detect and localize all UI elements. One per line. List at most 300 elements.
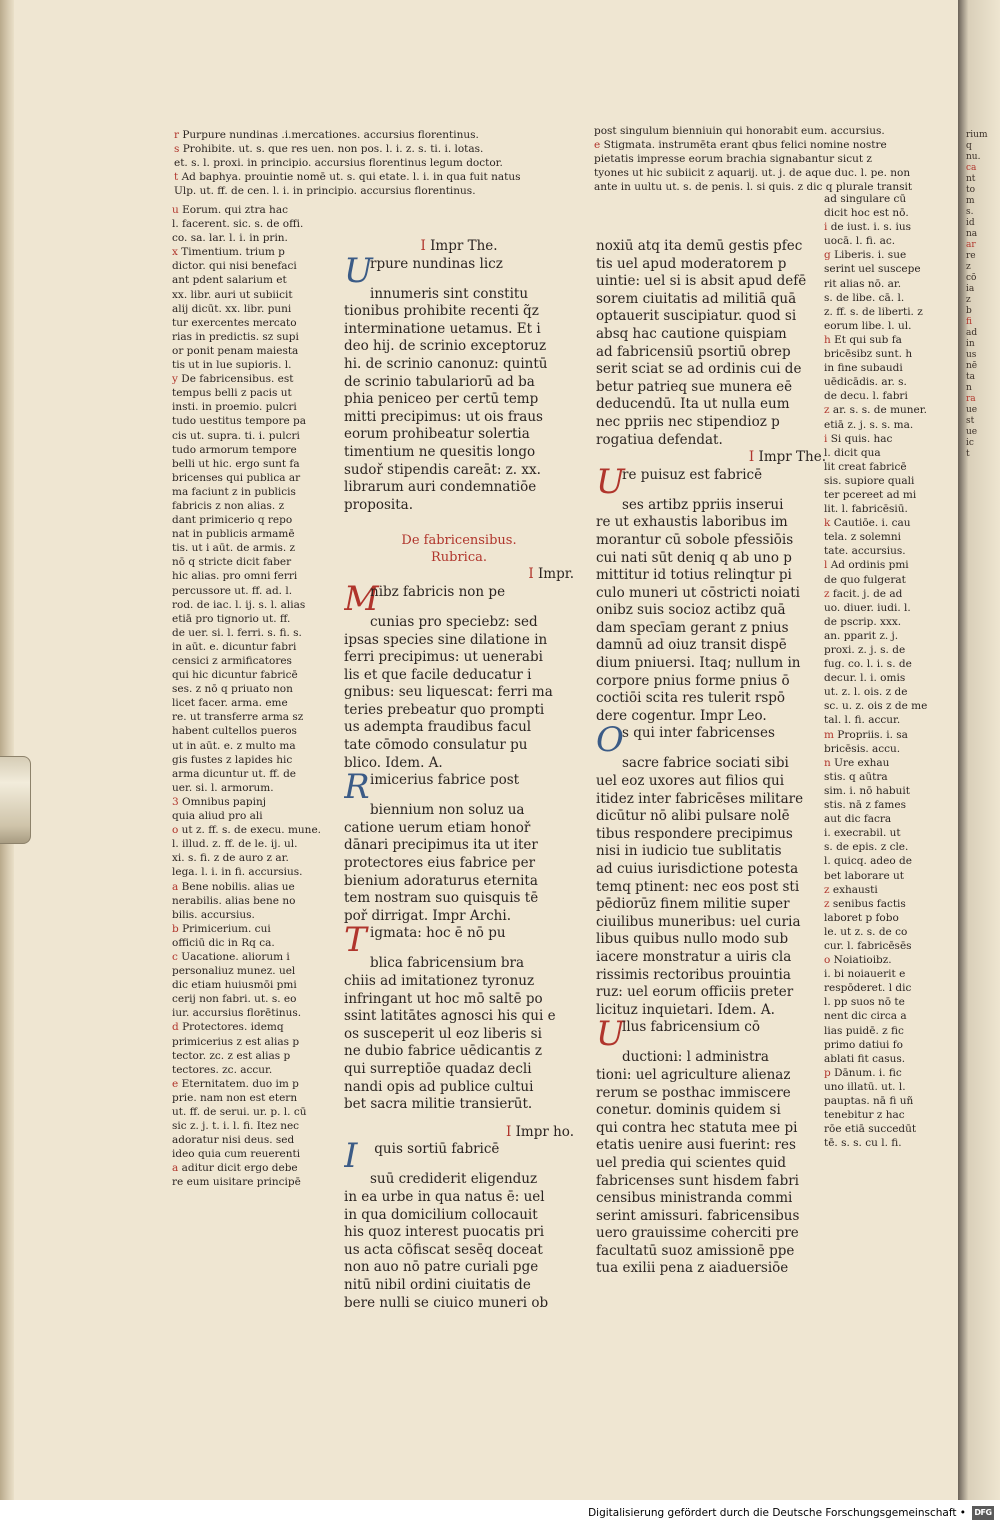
paragraph-si-quis — [344, 1141, 574, 1312]
gloss-line: s. de epis. z cle. — [824, 841, 909, 854]
gloss-line: ant pdent salarium et — [172, 274, 287, 287]
gloss-marker: k — [824, 517, 834, 530]
main-text-line: ipsas species sine dilatione in — [344, 631, 548, 648]
main-text-line: bere nulli se ciuico muneri ob — [344, 1294, 549, 1311]
gloss-line: tal. l. fi. accur. — [824, 714, 901, 727]
gloss-line: ad singulare cū — [824, 193, 907, 205]
gloss-line: ut. z. l. ois. z de — [824, 686, 908, 699]
gloss-line — [172, 922, 332, 936]
gloss-text: Uacatione. aliorum i — [181, 950, 290, 963]
gloss-line: bricenses qui publica ar — [172, 471, 301, 484]
gloss-text: Protectores. idemq — [182, 1021, 284, 1034]
main-text-line — [596, 1019, 826, 1049]
main-text-line: uel predia qui scientes quid — [596, 1154, 787, 1171]
adjacent-page-fragment: to — [966, 185, 976, 195]
adjacent-page-fragment: ad — [966, 328, 978, 338]
gloss-text: Dānum. i. fic — [834, 1066, 902, 1079]
gloss-marker: s — [174, 143, 183, 155]
gloss-marker: z — [824, 883, 833, 896]
gloss-line: in fine subaudi — [824, 362, 903, 375]
adjacent-page-fragment: s. — [966, 207, 974, 217]
gloss-line — [824, 432, 954, 446]
gloss-marker: i — [824, 432, 831, 445]
gloss-text: Ad baphya. prouintie nomē ut. s. qui etate. l. i. in qua fuit natus — [181, 171, 521, 183]
main-text-line: dere cogentur. Impr Leo. — [596, 707, 767, 724]
main-text-line: us adempta fraudibus facul — [344, 719, 532, 736]
gloss-line: tectores. zc. accur. — [172, 1063, 273, 1076]
gloss-line: eorum libe. l. ul. — [824, 319, 912, 332]
gloss-line: an. pparit z. j. — [824, 629, 899, 642]
gloss-line: l. quicq. adeo de — [824, 855, 912, 868]
gloss-marker: e — [594, 139, 604, 151]
main-text-line: ad fabricensiū psortiū obrep — [596, 343, 791, 360]
gloss-line: ut in aūt. e. z multo ma — [172, 739, 296, 752]
gloss-line: ses. z nō q priuato non — [172, 683, 293, 696]
header-gloss-line — [594, 138, 944, 152]
heading-label — [344, 566, 574, 584]
gloss-line: primicerius z est alias p — [172, 1035, 300, 1048]
main-text-line: librarum auri condemnatiōe — [344, 479, 537, 496]
gloss-line: bricēsibz sunt. h — [824, 348, 913, 361]
gloss-line: s. de libe. cā. l. — [824, 291, 905, 304]
heading-label — [596, 449, 826, 467]
gloss-line: co. sa. lar. l. i. in prin. — [172, 232, 288, 245]
gloss-line — [172, 1161, 332, 1175]
main-text-line: infringant ut hoc mō saltē po — [344, 990, 543, 1007]
gloss-column-left — [172, 203, 332, 1190]
gloss-line: rit alias nō. ar. — [824, 277, 902, 290]
main-text-line: bienium adoraturus eternita — [344, 872, 538, 889]
label-text: Impr The. — [758, 449, 826, 466]
initial-line-rest: re puisuz est fabricē — [622, 466, 763, 483]
gloss-line — [824, 897, 954, 911]
gloss-line: arma dicuntur ut. ff. de — [172, 767, 297, 780]
adjacent-page-fragment: ca — [966, 163, 977, 173]
gloss-line: stis. q aūtra — [824, 770, 888, 783]
decorated-initial: I — [344, 1141, 358, 1172]
main-text-line: etatis uenire ausi fuerint: res — [596, 1137, 796, 1154]
heading-label — [344, 238, 574, 256]
adjacent-page-fragment: t — [966, 449, 970, 459]
gloss-line: bet laborare ut — [824, 869, 904, 882]
gloss-text: Si quis. hac — [830, 432, 893, 445]
main-text-line: de scrinio tabulariorū ad ba — [344, 373, 535, 390]
gloss-line: cur. l. fabricēsēs — [824, 939, 912, 952]
decorated-initial: U — [344, 255, 373, 286]
gloss-line: ma faciunt z in publicis — [172, 485, 296, 498]
gloss-marker: u — [172, 204, 183, 216]
main-text-line: ferri precipimus: ut uenerabi — [344, 649, 543, 666]
main-text-line: catione uerum etiam honoř — [344, 819, 531, 836]
main-text-line: sudoř stipendis careāt: z. xx. — [344, 461, 541, 478]
gloss-line: laboret p fobo — [824, 911, 899, 924]
gloss-line: decur. l. i. omis — [824, 672, 906, 685]
main-text-line: pēdiorūz finem militie super — [596, 896, 790, 913]
gloss-line: respōderet. l dic — [824, 982, 912, 995]
gloss-line: cerij non fabri. ut. s. eo — [172, 993, 297, 1006]
gloss-marker: o — [824, 954, 834, 967]
main-text-line: tis uel apud moderatorem p — [596, 255, 787, 272]
decorated-initial: M — [344, 583, 379, 614]
main-text-line: tem nostram suo quisquis tē — [344, 890, 539, 907]
adjacent-page-edge — [958, 0, 1000, 1500]
gloss-line — [824, 587, 954, 601]
gloss-text: Stigmata. instrumēta erant qbus felici nomine nostre — [603, 139, 887, 151]
main-text-line: libus quibus nullo modo sub — [596, 931, 789, 948]
gloss-text: senibus factis — [832, 897, 906, 910]
gloss-text: Purpure nundinas .i.mercationes. accursius florentinus. — [182, 129, 479, 141]
main-text-line: licituz inquietari. Idem. A. — [596, 1001, 775, 1018]
main-text-column-2 — [596, 238, 826, 1278]
gloss-line: l. dicit qua — [824, 446, 881, 459]
gloss-line: alij dicūt. xx. libr. puni — [172, 302, 292, 315]
gloss-line: tudo armorum tempore — [172, 443, 297, 456]
header-gloss-line — [174, 170, 566, 184]
gloss-line: censici z armificatores — [172, 655, 292, 667]
gloss-line: nerabilis. alias bene no — [172, 894, 296, 907]
gloss-line: tate. accursius. — [824, 545, 906, 558]
gloss-marker: o — [172, 824, 182, 837]
initial-line-rest: igmata: hoc ē nō pu — [370, 925, 506, 942]
gloss-line — [172, 795, 332, 809]
main-text-line: qui surreptiōe quadaz decli — [344, 1060, 532, 1077]
gloss-line: rias in predictis. sz supi — [172, 330, 299, 343]
gloss-line: primo datiui fo — [824, 1038, 903, 1051]
initial-line-rest: llus fabricensium cō — [622, 1019, 760, 1036]
gloss-line: uocā. l. fi. ac. — [824, 235, 896, 248]
spacer — [344, 1114, 574, 1124]
main-text-line: phia peniceo per certū temp — [344, 391, 539, 408]
gloss-line: tudo uestitus tempore pa — [172, 415, 306, 428]
gloss-line: bricēsis. accu. — [824, 742, 901, 755]
adjacent-page-fragment: q — [966, 141, 972, 151]
main-text-line: uero grauissime coherciti pre — [596, 1225, 799, 1242]
gloss-marker: e — [172, 1077, 182, 1090]
header-gloss-line: ante in uultu ut. s. de penis. l. si quis. z dic q plurale transit — [594, 181, 913, 193]
header-gloss-line: et. s. l. proxi. in principio. accursius florentinus legum doctor. — [174, 157, 503, 169]
gloss-line: belli ut hic. ergo sunt fa — [172, 457, 300, 470]
gloss-line — [824, 220, 954, 234]
adjacent-page-fragment: rium — [966, 130, 988, 140]
adjacent-page-fragment: n — [966, 383, 972, 393]
header-gloss-line: Ulp. ut. ff. de cen. l. i. in principio. accursius florentinus. — [174, 185, 476, 197]
gloss-marker: n — [824, 756, 835, 769]
gloss-marker: m — [824, 728, 838, 741]
gloss-marker: i — [824, 221, 831, 234]
gloss-line: tis ut in lue supioris. l. — [172, 359, 292, 372]
adjacent-page-fragment: re — [966, 251, 976, 261]
gloss-line: uēdicādis. ar. s. — [824, 376, 907, 389]
gloss-line — [824, 883, 954, 897]
adjacent-page-fragment: ic — [966, 438, 974, 448]
main-text-line: interminatione uetamus. Et i — [344, 320, 541, 337]
gloss-line: licet facer. arma. eme — [172, 697, 288, 710]
gloss-line: adoratur nisi deus. sed — [172, 1134, 295, 1147]
gloss-text: Timentium. trium p — [181, 246, 285, 259]
decorated-initial: U — [596, 466, 625, 497]
header-gloss-line: tyones ut hic subiicit z aquarij. ut. j. de aque duc. l. pe. non — [594, 167, 911, 179]
main-text-line: nec ppriis nec stipendioz p — [596, 413, 780, 430]
main-text-line: in qua domicilium collocauit — [344, 1206, 538, 1223]
gloss-line: qui hic dicuntur fabricē — [172, 669, 298, 682]
gloss-marker: r — [174, 129, 183, 141]
paragraph-nullus — [596, 1019, 826, 1278]
header-gloss-line: pietatis impresse eorum brachia signabantur sicut z — [594, 153, 872, 165]
main-text-line — [596, 467, 826, 497]
main-text-line: tionibus prohibite recenti q̃z — [344, 303, 539, 320]
main-text-line: rissimis rectoribus prouintia — [596, 966, 791, 983]
adjacent-page-fragment: in — [966, 339, 975, 349]
gloss-line: sc. u. z. ois z de me — [824, 700, 928, 713]
main-text-line: dānari precipimus ita ut iter — [344, 837, 538, 854]
adjacent-page-fragment: st — [966, 416, 975, 426]
book-clasp — [0, 756, 31, 844]
gloss-text: Eternitatem. duo im p — [181, 1077, 299, 1090]
gloss-line: fabricis z non alias. z — [172, 499, 285, 512]
header-gloss-left — [174, 128, 566, 198]
gloss-marker: z — [824, 897, 833, 910]
rubric-title: De fabricensibus. — [401, 533, 517, 549]
main-text-line: innumeris sint constitu — [370, 285, 529, 302]
gloss-line — [172, 1020, 332, 1034]
main-text-line: uel eoz uxores aut filios qui — [596, 773, 785, 790]
main-text-line: dium pniuersi. Itaq; nullum in — [596, 655, 801, 672]
gloss-text: de iust. i. s. ius — [830, 221, 911, 234]
main-text-line: absq hac cautione quispiam — [596, 325, 787, 342]
main-text-line: cui nati sūt deniq q ab uno p — [596, 549, 792, 566]
gloss-line: tur exercentes mercato — [172, 316, 297, 329]
gloss-line: percussore ut. ff. ad. l. — [172, 584, 293, 597]
main-text-line: dam specīam gerant z pnius — [596, 619, 789, 636]
gloss-line: etiā z. j. s. s. ma. — [824, 418, 914, 431]
label-text: Impr. — [537, 566, 574, 583]
gloss-line: gis fustes z lapides hic — [172, 753, 293, 766]
main-text-line: re ut exhaustis laboribus im — [596, 514, 788, 531]
main-text-line: tibus respondere precipimus — [596, 825, 793, 842]
paragraph-omnibus — [344, 584, 574, 772]
gloss-line: ideo quia cum reuerenti — [172, 1148, 301, 1161]
gloss-line: ut. ff. de serui. ur. p. l. cū — [172, 1106, 307, 1118]
gloss-line: nō q stricte dicit faber — [172, 556, 292, 569]
paragraph-stigmata — [344, 925, 574, 1113]
gloss-line: uno illatū. ut. l. — [824, 1080, 906, 1093]
gloss-line: sis. supiore quali — [824, 474, 915, 487]
adjacent-page-fragment: z — [966, 295, 971, 305]
gloss-line: le. ut z. s. de co — [824, 925, 908, 938]
gloss-line: l. pp suos nō te — [824, 996, 905, 1009]
gloss-line: cis ut. supra. ti. i. pulcri — [172, 429, 300, 442]
gloss-marker: a — [172, 1162, 182, 1175]
adjacent-page-fragment: nē — [966, 361, 978, 371]
main-text-line: timentium ne quesitis longo — [344, 443, 536, 460]
gloss-marker: b — [172, 922, 183, 935]
main-text-line: blico. Idem. A. — [344, 754, 443, 771]
gloss-line: iur. accursius florētinus. — [172, 1007, 302, 1020]
gloss-line — [824, 953, 954, 967]
gloss-text: Primicerium. cui — [182, 922, 271, 935]
gloss-line: officiū dic in Rq ca. — [172, 936, 275, 949]
label-text: Impr The. — [430, 238, 498, 254]
gloss-line — [824, 403, 954, 417]
main-text-line: betur patrieq sue munera eē — [596, 378, 793, 395]
main-text-line: noxiū atq ita demū gestis pfec — [596, 238, 803, 254]
adjacent-page-fragment: b — [966, 306, 972, 316]
header-gloss-right — [594, 124, 944, 194]
main-text-line: coctiōi scita res tulerit rspō — [596, 690, 786, 707]
main-text-line: sorem ciuitatis ad militiā quā — [596, 290, 797, 307]
gloss-marker: c — [172, 950, 182, 963]
main-text-line: rerum se posthac immiscere — [596, 1084, 791, 1101]
gloss-line: i. execrabil. ut — [824, 827, 901, 840]
gloss-line: re eum uisitare principē — [172, 1176, 301, 1189]
gloss-line: nat in publicis armamē — [172, 528, 295, 541]
paragraph-eos-qui — [596, 725, 826, 1019]
gloss-line — [172, 372, 332, 386]
main-text-line: onibz suis socioz actibz quā — [596, 602, 786, 619]
gloss-text: ar. s. s. de muner. — [832, 404, 927, 417]
main-text-line: uintie: uel si is absit apud defē — [596, 273, 807, 290]
gloss-line: in aūt. e. dicuntur fabri — [172, 640, 297, 653]
gloss-line: i. bi noiauerit e — [824, 968, 906, 981]
main-text-line: ad cuius iurisdictione potesta — [596, 861, 799, 877]
main-text-line: rogatiua defendat. — [596, 431, 723, 448]
gloss-line: personaliuz munez. uel — [172, 965, 296, 978]
gloss-marker: a — [172, 880, 182, 893]
gloss-line — [824, 516, 954, 530]
main-text-line: hi. de scrinio canonuz: quintū — [344, 355, 548, 372]
main-text-line: ciuilibus muneribus: uel curia — [596, 913, 801, 930]
initial-line-rest: quis sortiū fabricē — [370, 1141, 500, 1158]
main-text-line: sacre fabrice sociati sibi — [622, 755, 789, 772]
gloss-text: Liberis. i. sue — [834, 249, 907, 262]
gloss-line: etiā pro tignorio ut. ff. — [172, 612, 291, 625]
gloss-line: tenebitur z hac — [824, 1109, 905, 1122]
rubric-mark: I — [505, 1123, 516, 1140]
main-text-line: non auo nō patre curiali pge — [344, 1259, 539, 1276]
main-text-line: lis et que facile deducatur i — [344, 666, 532, 683]
gloss-line: prie. nam non est etern — [172, 1091, 298, 1104]
footer-credit: Digitalisierung gefördert durch die Deutsche Forschungsgemeinschaft • — [588, 1506, 966, 1519]
paragraph-noxium — [596, 238, 826, 449]
gloss-line: xi. s. fi. z de auro z ar. — [172, 852, 289, 865]
initial-line-rest: s qui inter fabricenses — [622, 725, 775, 742]
main-text-line: nisi in iudicio tue sublitatis — [596, 843, 782, 860]
main-text-line: ssint latitātes agnosci his qui e — [344, 1008, 556, 1025]
gloss-line — [172, 245, 332, 259]
adjacent-page-fragment: us — [966, 350, 977, 360]
gloss-marker: l — [824, 559, 831, 572]
adjacent-page-fragment: ue — [966, 405, 978, 415]
gloss-text: Bene nobilis. alias ue — [181, 880, 295, 893]
footer-bar — [0, 1500, 1000, 1525]
main-text-line: temq ptinent: nec eos post sti — [596, 878, 800, 895]
gloss-marker: z — [824, 587, 833, 600]
gloss-column-right — [824, 192, 954, 1150]
gloss-marker: x — [172, 246, 182, 259]
adjacent-page-fragment: ue — [966, 427, 978, 437]
gloss-text: Ad ordinis pmi — [830, 559, 909, 572]
main-text-line: serit sciat se ad ordinis cui de — [596, 361, 802, 378]
main-text-line: nandi opis ad publice cultui — [344, 1078, 534, 1095]
initial-line-rest: imicerius fabrice post — [370, 772, 520, 789]
main-text-line — [596, 725, 826, 755]
gloss-marker: z — [824, 404, 833, 417]
gloss-line: de pscrip. xxx. — [824, 615, 902, 628]
gloss-line: de decu. l. fabri — [824, 390, 908, 403]
rubric-mark: I — [528, 566, 538, 583]
gloss-line: dictor. qui nisi benefaci — [172, 260, 297, 273]
main-text-line: optauerit suscipiatur. quod si — [596, 308, 797, 325]
dfg-logo: DFG — [972, 1506, 994, 1520]
main-text-line — [344, 1141, 574, 1171]
main-text-line: suū crediderit eligenduz — [370, 1171, 538, 1188]
adjacent-page-fragment: ta — [966, 372, 975, 382]
gloss-text: Ure exhau — [834, 756, 890, 769]
gloss-line: lias puidē. z fic — [824, 1024, 904, 1037]
gloss-line — [172, 203, 332, 217]
gloss-line: l. illud. z. ff. de le. ij. ul. — [172, 838, 298, 851]
heading-label — [344, 1124, 574, 1142]
main-text-line: biennium non soluz ua — [370, 802, 525, 819]
gloss-line: bilis. accursius. — [172, 908, 255, 921]
adjacent-page-fragment: ra — [966, 394, 976, 404]
main-text-line: corpore pnius forme pnius ō — [596, 672, 790, 689]
gloss-line: de uer. si. l. ferri. s. fi. s. — [172, 626, 302, 639]
label-text: Impr ho. — [515, 1123, 574, 1140]
gloss-line: dic etiam huiusmōi pmi — [172, 979, 297, 992]
gloss-line: ter pcereet ad mi — [824, 488, 917, 501]
main-text-line: nitū nibil ordini ciuitatis de — [344, 1276, 531, 1293]
main-text-line: gnibus: seu liquescat: ferri ma — [344, 684, 553, 701]
gloss-line — [824, 1066, 954, 1080]
gloss-line: dicit hoc est nō. — [824, 207, 909, 220]
gloss-marker: h — [824, 333, 835, 346]
paragraph-cure — [596, 467, 826, 726]
main-text-line: conetur. dominis quidem si — [596, 1102, 781, 1119]
main-text-line: us acta cōfiscat sesēq doceat — [344, 1241, 543, 1258]
main-text-line: in ea urbe in qua natus ē: uel — [344, 1188, 545, 1205]
main-text-line: dicūtur nō alibi pulsare nolē — [596, 808, 790, 825]
gloss-line — [172, 823, 332, 837]
gloss-marker: d — [172, 1021, 183, 1034]
main-text-line — [344, 584, 574, 614]
decorated-initial: U — [596, 1019, 625, 1050]
gloss-line: nent dic circa a — [824, 1010, 907, 1023]
gloss-line: z. ff. s. de liberti. z — [824, 305, 923, 318]
gloss-line: fug. co. l. i. s. de — [824, 658, 912, 671]
gloss-text: Noiatioibz. — [833, 954, 892, 967]
main-text-line: tate cōmodo consulatur pu — [344, 737, 528, 754]
header-gloss-line: post singulum bienniuin qui honorabit eum. accursius. — [594, 125, 885, 137]
adjacent-page-fragment: z — [966, 262, 971, 272]
gloss-line — [172, 880, 332, 894]
main-text-column-1 — [344, 238, 574, 1312]
gloss-text: Eorum. qui ztra hac — [182, 204, 288, 216]
gloss-line: stis. nā z fames — [824, 799, 906, 812]
gloss-line: re. ut transferre arma sz — [172, 711, 304, 724]
decorated-initial: R — [344, 772, 370, 803]
rubric-mark: I — [748, 449, 759, 466]
gloss-marker: g — [824, 249, 835, 262]
gloss-line: tector. zc. z est alias p — [172, 1049, 291, 1062]
gloss-text: aditur dicit ergo debe — [181, 1162, 298, 1175]
main-text-line: blica fabricensium bra — [370, 955, 525, 972]
gloss-text: facit. j. de ad — [832, 587, 903, 600]
main-text-line: iacere monstratur a uiris cla — [596, 948, 792, 965]
gloss-line: pauptas. nā fi uñ — [824, 1095, 914, 1107]
gloss-line: xx. libr. auri ut subiicit — [172, 288, 293, 301]
gloss-text: Omnibus papinj — [182, 795, 267, 808]
